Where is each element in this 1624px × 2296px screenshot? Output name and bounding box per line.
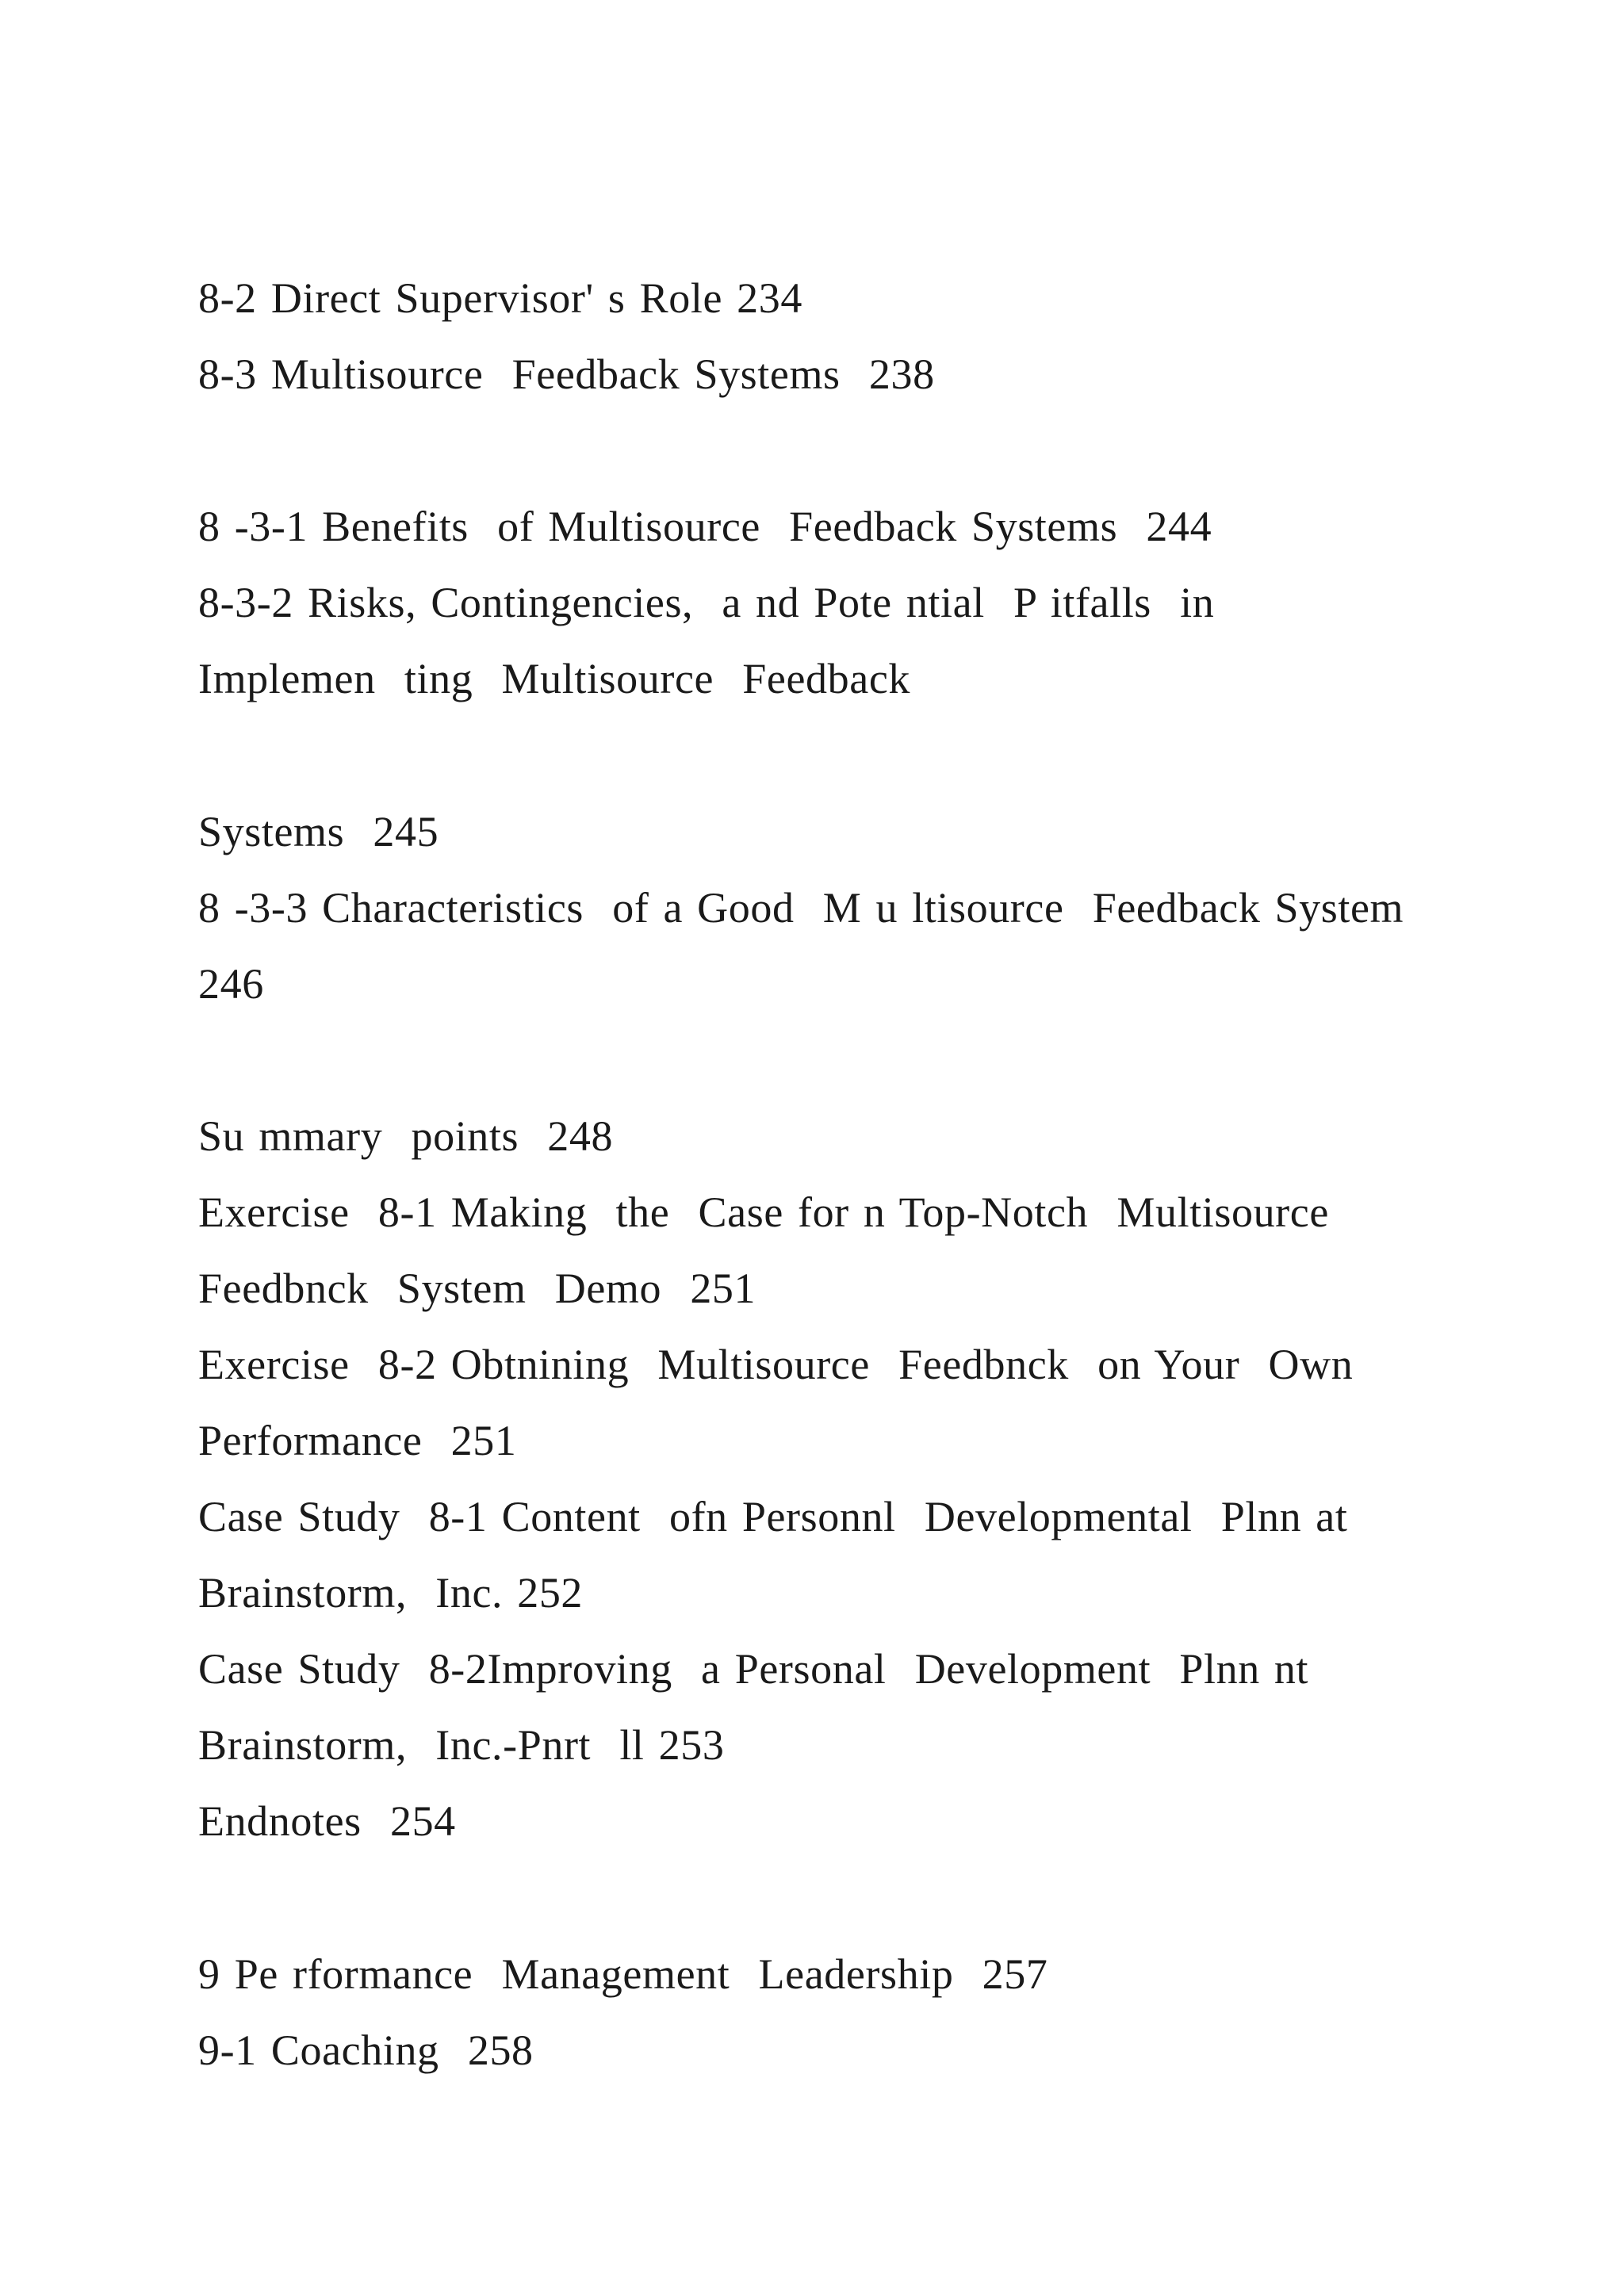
toc-entry-8-3-3-page: 246 xyxy=(198,960,264,1008)
toc-entry-case-8-1-cont: Brainstorm, Inc. 252 xyxy=(198,1569,584,1617)
toc-entry-8-3: 8-3 Multisource Feedback Systems 238 xyxy=(198,350,935,398)
toc-entry-exercise-8-2-cont: Performance 251 xyxy=(198,1417,517,1464)
toc-entry-8-3-2: 8-3-2 Risks, Contingencies, a nd Pote ntial P itfalls in xyxy=(198,579,1215,626)
toc-entry-exercise-8-1-cont: Feedbnck System Demo 251 xyxy=(198,1265,756,1312)
toc-entry-8-3-2-cont: Implemen ting Multisource Feedback xyxy=(198,655,910,702)
toc-entry-case-8-1: Case Study 8-1 Content ofn Personnl Developmental Plnn at xyxy=(198,1493,1348,1540)
toc-entry-8-2: 8-2 Direct Supervisor' s Role 234 xyxy=(198,274,802,322)
toc-entry-exercise-8-1: Exercise 8-1 Making the Case for n Top-Notch Multisource xyxy=(198,1188,1329,1236)
toc-entry-summary: Su mmary points 248 xyxy=(198,1112,614,1160)
toc-entry-case-8-2: Case Study 8-2Improving a Personal Development Plnn nt xyxy=(198,1645,1309,1693)
toc-entry-case-8-2-cont: Brainstorm, Inc.-Pnrt ll 253 xyxy=(198,1721,725,1769)
toc-entry-9-1: 9-1 Coaching 258 xyxy=(198,2026,534,2074)
toc-entry-exercise-8-2: Exercise 8-2 Obtnining Multisource Feedbnck on Your Own xyxy=(198,1341,1354,1388)
toc-entry-8-3-2-page: Systems 245 xyxy=(198,808,439,855)
toc-entry-chapter-9: 9 Pe rformance Management Leadership 257 xyxy=(198,1950,1048,1998)
toc-entry-8-3-3: 8 -3-3 Characteristics of a Good M u ltisource Feedback System xyxy=(198,884,1404,932)
toc-entry-endnotes: Endnotes 254 xyxy=(198,1797,456,1845)
toc-entry-8-3-1: 8 -3-1 Benefits of Multisource Feedback Systems 244 xyxy=(198,503,1212,550)
